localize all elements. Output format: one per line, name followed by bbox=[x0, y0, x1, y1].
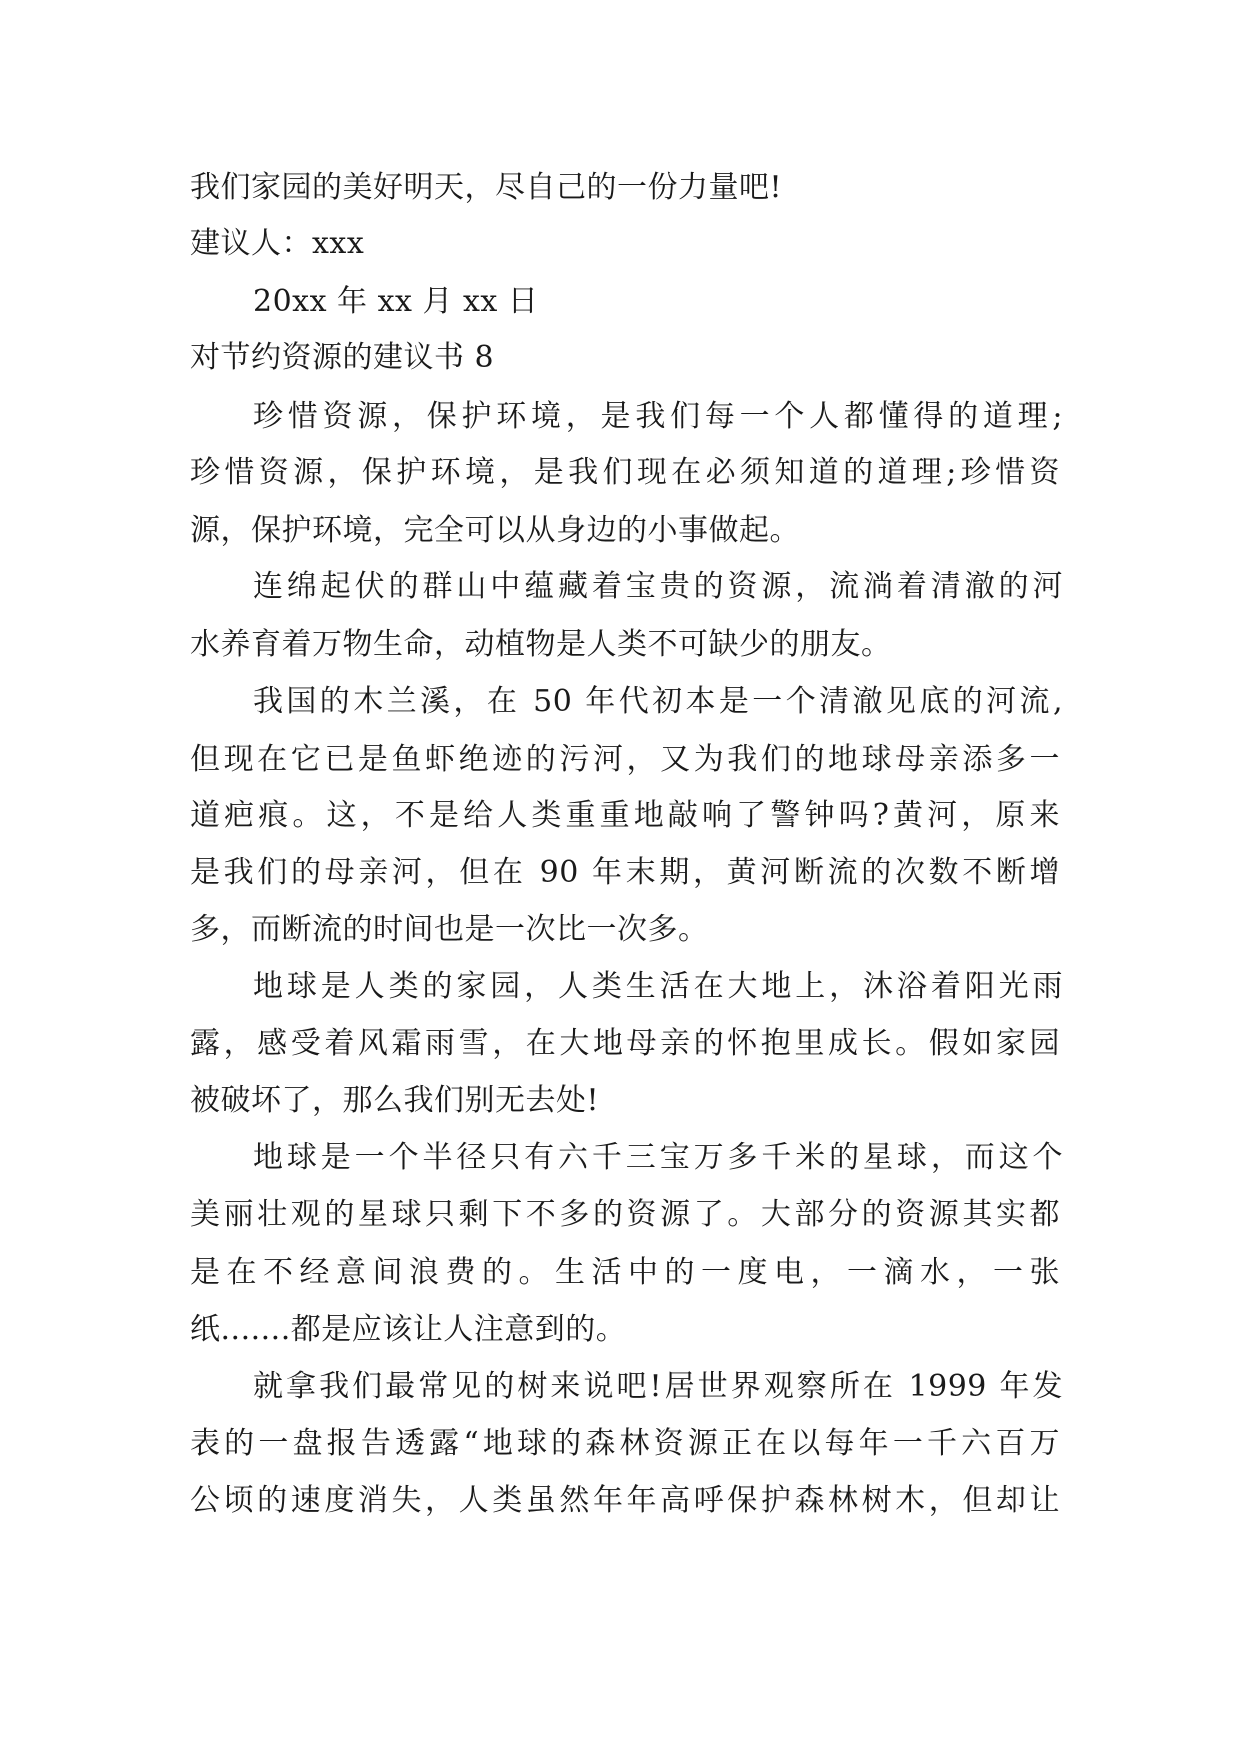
paragraph-line: 是在不经意间浪费的。生活中的一度电，一滴水，一张 bbox=[190, 1255, 1060, 1290]
paragraph-line: 道疤痕。这，不是给人类重重地敲响了警钟吗?黄河，原来 bbox=[190, 798, 1060, 833]
paragraph-line: 水养育着万物生命，动植物是人类不可缺少的朋友。 bbox=[190, 627, 892, 662]
paragraph-line: 纸.......都是应该让人注意到的。 bbox=[190, 1312, 627, 1347]
paragraph-line: 地球是人类的家园，人类生活在大地上，沐浴着阳光雨 bbox=[253, 969, 1063, 1004]
paragraph-line: 地球是一个半径只有六千三宝万多千米的星球，而这个 bbox=[253, 1140, 1063, 1175]
paragraph-line: 美丽壮观的星球只剩下不多的资源了。大部分的资源其实都 bbox=[190, 1197, 1060, 1232]
paragraph-line: 源，保护环境，完全可以从身边的小事做起。 bbox=[190, 513, 800, 548]
paragraph-line: 表的一盘报告透露“地球的森林资源正在以每年一千六百万 bbox=[190, 1426, 1060, 1461]
paragraph-line: 珍惜资源，保护环境，是我们现在必须知道的道理;珍惜资 bbox=[190, 455, 1060, 490]
paragraph-line: 公顷的速度消失，人类虽然年年高呼保护森林树木，但却让 bbox=[190, 1483, 1060, 1518]
paragraph-line: 连绵起伏的群山中蕴藏着宝贵的资源，流淌着清澈的河 bbox=[253, 569, 1063, 604]
paragraph-line: 多，而断流的时间也是一次比一次多。 bbox=[190, 912, 709, 947]
section-title: 对节约资源的建议书 8 bbox=[190, 340, 495, 375]
date-line: 20xx 年 xx 月 xx 日 bbox=[253, 284, 539, 319]
paragraph-line: 但现在它已是鱼虾绝迹的污河，又为我们的地球母亲添多一 bbox=[190, 742, 1060, 777]
signature-line: 建议人：xxx bbox=[190, 226, 365, 261]
paragraph-line: 被破坏了，那么我们别无去处! bbox=[190, 1083, 600, 1118]
paragraph-line: 珍惜资源，保护环境，是我们每一个人都懂得的道理; bbox=[253, 399, 1063, 434]
paragraph-line: 露，感受着风霜雨雪，在大地母亲的怀抱里成长。假如家园 bbox=[190, 1026, 1060, 1061]
paragraph-line: 就拿我们最常见的树来说吧!居世界观察所在 1999 年发 bbox=[253, 1369, 1063, 1404]
text-line: 我们家园的美好明天，尽自己的一份力量吧! bbox=[190, 170, 783, 205]
paragraph-line: 是我们的母亲河，但在 90 年末期，黄河断流的次数不断增 bbox=[190, 855, 1060, 890]
paragraph-line: 我国的木兰溪，在 50 年代初本是一个清澈见底的河流, bbox=[253, 684, 1063, 719]
